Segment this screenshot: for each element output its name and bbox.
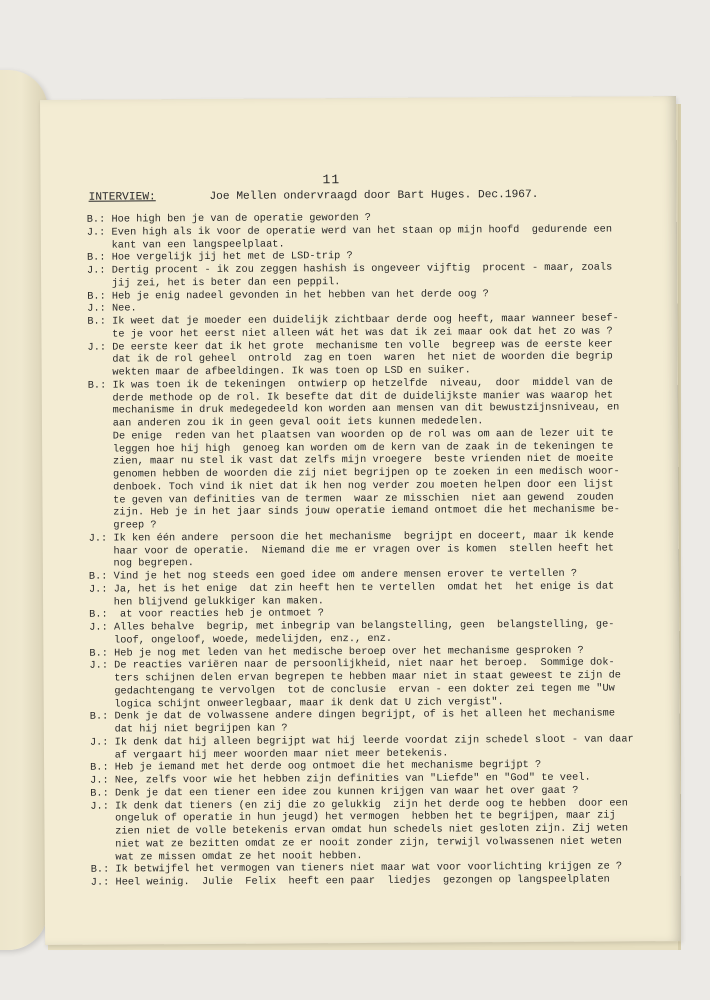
text-line: J.: Heel weinig. Julie Felix heeft een paar liedjes gezongen op langspeelplaten <box>90 873 610 889</box>
text-line: dat ik de rol geheel ontrold zag en toen waren het niet de woorden die begrip <box>87 350 613 366</box>
text-line: dat hij niet begrijpen kan ? <box>89 722 288 736</box>
text-line: J.: De eerste keer dat ik het grote mechanisme ten volle begreep was de eerste keer <box>87 338 613 354</box>
text-line: ters schijnen delen ervan begrepen te hebben maar niet in staat geweest te zijn de <box>89 669 621 685</box>
text-line: B.: Denk je dat een tiener een idee zou kunnen krijgen van waar het over gaat ? <box>90 784 579 800</box>
text-line: af vergaart hij meer woorden maar niet meer betekenis. <box>89 747 449 762</box>
text-line: zijn. Heb je in het jaar sinds jouw operatie iemand ontmoet die het mechanisme be- <box>88 503 620 519</box>
text-line: niet wat ze bezitten omdat ze er nooit zonder zijn, terwijl volwassenen niet weten <box>90 835 622 851</box>
text-line: te geven van definities van de termen waar ze misschien niet aan gewend zouden <box>88 491 614 507</box>
text-line: kant van een langspeelplaat. <box>86 238 285 252</box>
text-line: B.: Vind je het nog steeds een goed idee om andere mensen erover te vertellen ? <box>88 567 578 583</box>
text-line: B.: Ik betwijfel het vermogen van tieners niet maar wat voor voorlichting krijgen ze ? <box>90 860 623 876</box>
text-line: J.: Nee. <box>87 302 137 315</box>
text-line: J.: Nee, zelfs voor wie het hebben zijn definities van "Liefde" en "God" te veel. <box>90 771 591 787</box>
text-line: wat ze missen omdat ze het nooit hebben. <box>90 849 363 864</box>
text-line: B.: at voor reacties heb je ontmoet ? <box>89 607 324 621</box>
text-line: B.: Heb je enig nadeel gevonden in het hebben van het derde oog ? <box>87 287 489 303</box>
text-line: nog begrepen. <box>88 557 194 570</box>
heading-text: Joe Mellen ondervraagd door Bart Huges. Dec.1967. <box>209 188 539 203</box>
text-line: gedachtengang te vervolgen tot de conclusie ervan - een dokter zei tegen me "Uw <box>89 682 615 698</box>
text-line: zien niet de volle betekenis ervan omdat hun schedels niet gesloten zijn. Zij weten <box>90 822 629 838</box>
page-number: 11 <box>322 172 341 188</box>
text-line: zien, maar nu stel ik vast dat zelfs mijn vroegere beste vrienden niet de moeite <box>88 452 614 468</box>
text-line: J.: Ik ken één andere persoon die het mechanisme begrijpt en doceert, maar ik kende <box>88 529 614 545</box>
interview-body <box>87 210 651 889</box>
text-line: hen blijvend gelukkiger kan maken. <box>89 594 324 609</box>
text-line: J.: Alles behalve begrip, met inbegrip van belangstelling, geen belangstelling, ge- <box>89 618 615 634</box>
text-line: B.: Hoe vergelijk jij het met de LSD-trip ? <box>86 250 353 264</box>
text-line: J.: Ja, het is het enige dat zin heeft hen te vertellen omdat het het enige is dat <box>88 580 615 596</box>
text-line: J.: Ik denk dat hij alleen begrijpt wat hij leerde voordat zijn schedel sloot - van daar <box>89 733 634 749</box>
text-line: ongeluk of operatie in hun jeugd) het vermogen hebben het te begrijpen, maar zij <box>90 809 616 825</box>
text-line: B.: Heb je nog met leden van het medische beroep over het mechanisme gesproken ? <box>89 644 584 660</box>
text-line: J.: De reacties variëren naar de persoonlijkheid, niet naar het beroep. Sommige dok- <box>89 656 615 672</box>
interview-heading <box>89 189 539 204</box>
text-line: loof, ongeloof, woede, medelijden, enz., enz. <box>89 632 393 647</box>
document-page <box>40 96 681 945</box>
text-line: B.: Denk je dat de volwassene andere dingen begrijpt, of is het alleen het mechanisme <box>89 707 616 723</box>
text-line: B.: Heb je iemand met het derde oog ontmoet die het mechanisme begrijpt ? <box>90 759 542 774</box>
text-line: J.: Even high als ik voor de operatie werd van het staan op mijn hoofd gedurende een <box>86 223 613 239</box>
text-line: B.: Ik was toen ik de tekeningen ontwierp op hetzelfde niveau, door middel van de <box>87 376 614 392</box>
text-line: De enige reden van het plaatsen van woorden op de rol was om aan de lezer uit te <box>88 427 614 443</box>
heading-label: INTERVIEW: <box>88 191 156 204</box>
text-line: denboek. Toch vind ik niet dat ik hen nog verder zou moeten helpen door een lijst <box>88 478 614 494</box>
text-line: B.: Hoe high ben je van de operatie geworden ? <box>86 211 372 226</box>
text-line: derde methode op de rol. Ik besefte dat dit de duidelijkste manier was waarop het <box>87 389 614 405</box>
text-line: aan anderen zou ik in geen geval ooit iets kunnen mededelen. <box>87 415 484 430</box>
text-line: haar voor de operatie. Niemand die me er vragen over is komen stellen heeft het <box>88 542 615 558</box>
text-line: jij zei, het is beter dan een peppil. <box>87 275 341 290</box>
text-line: mechanisme in druk medegedeeld kon worden aan mensen van dit bewustzijnsniveau, en <box>87 401 620 417</box>
text-line: greep ? <box>88 519 157 532</box>
text-line: genomen hebben de woorden die zij niet begrijpen op te zoeken in een medisch woor- <box>88 465 620 481</box>
text-line: leggen hoe hij high genoeg kan worden om de kern van de zaak in de tekeningen te <box>88 440 614 456</box>
text-line: B.: Ik weet dat je moeder een duidelijk zichtbaar derde oog heeft, maar wanneer besef- <box>87 312 619 328</box>
text-line: logica schijnt onweerlegbaar, maar ik denk dat U zich vergist". <box>89 695 504 711</box>
text-line: J.: Dertig procent - ik zou zeggen hashish is ongeveer vijftig procent - maar, zoals <box>87 261 613 277</box>
text-line: wekten maar de afbeeldingen. Ik was toen op LSD en suiker. <box>87 364 471 379</box>
text-line: J.: Ik denk dat tieners (en zij die zo gelukkig zijn het derde oog te hebben door een <box>90 796 628 813</box>
text-line: te je voor het eerst niet alleen wát het was dat ik zei maar ook dat het zo was ? <box>87 325 613 341</box>
